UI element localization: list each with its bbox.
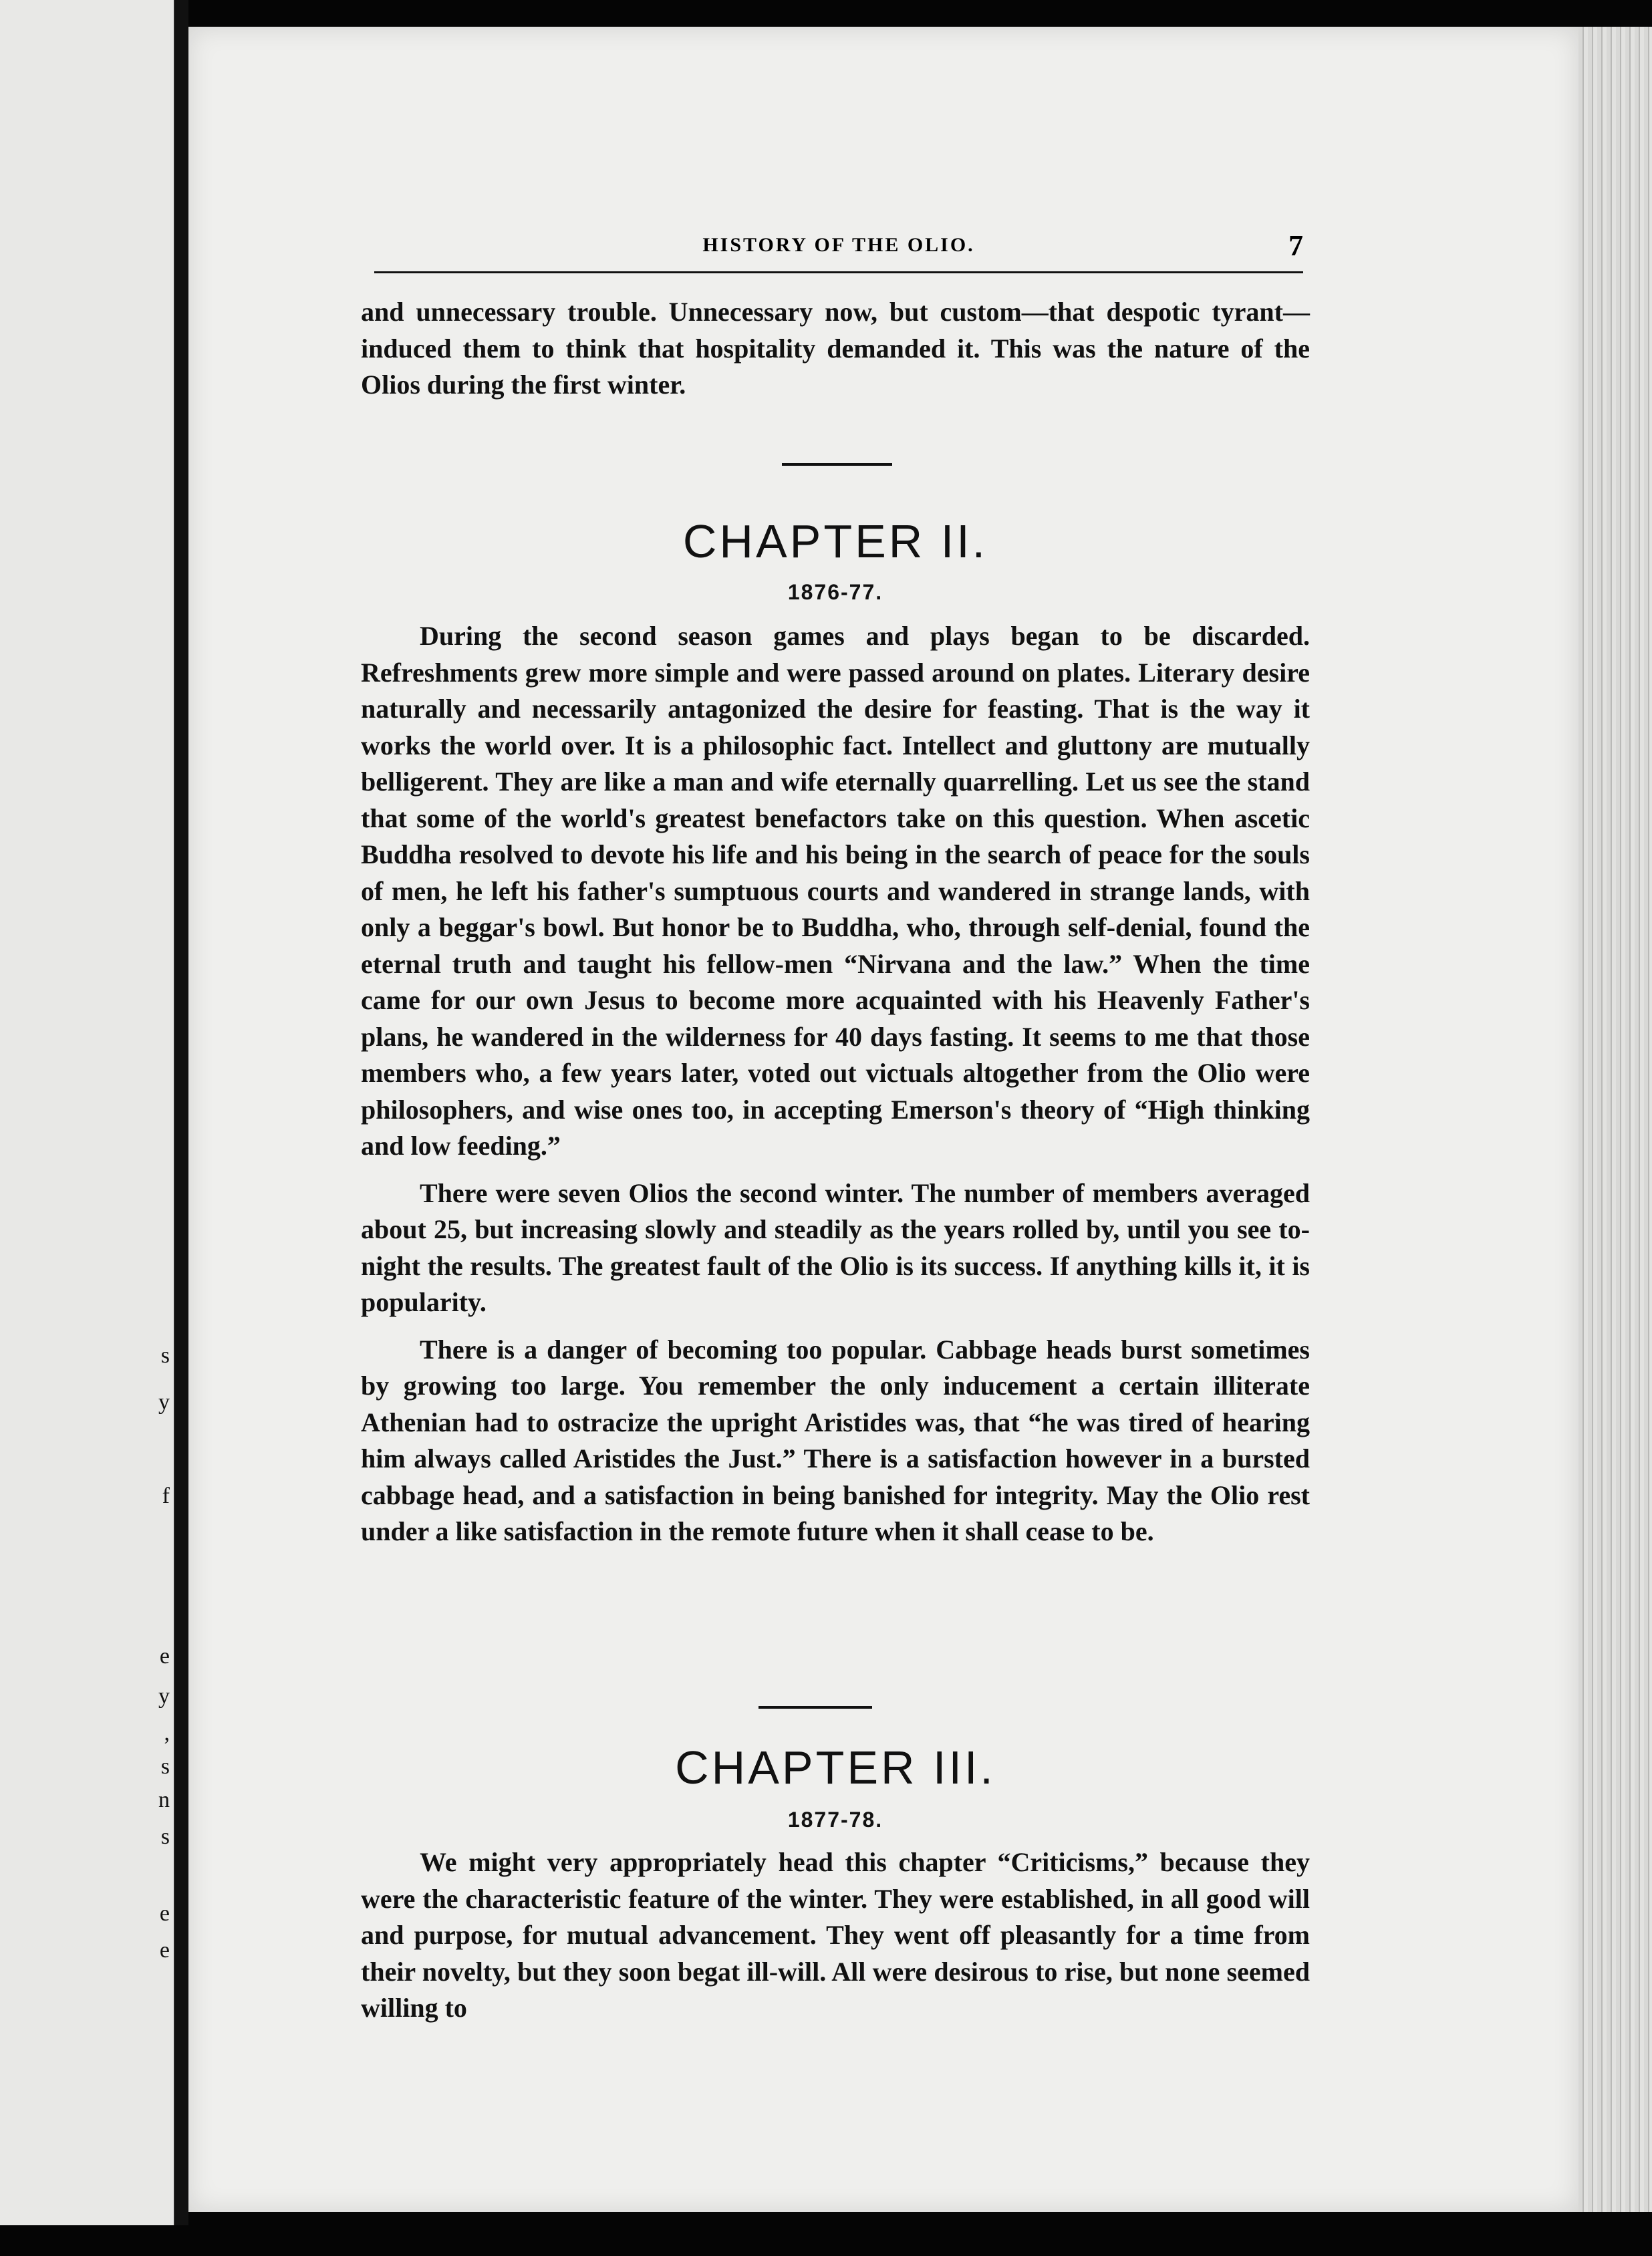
chapter-title: CHAPTER II. <box>682 515 988 567</box>
facing-page-edge <box>0 0 176 2225</box>
chapter-3-text <box>361 1844 1310 2037</box>
margin-letter: s <box>160 1824 170 1849</box>
margin-letter: e <box>159 1938 170 1963</box>
running-title: HISTORY OF THE OLIO. <box>702 234 975 256</box>
margin-letter: , <box>164 1721 170 1745</box>
margin-letter: s <box>160 1343 170 1368</box>
chapter-years: 1877-78. <box>787 1808 883 1832</box>
margin-letter: s <box>160 1754 170 1779</box>
paragraph: We might very appropriately head this chapter “Criticisms,” because they were the characteristic feature of the winter. They were established, in all good will and purpose, for mutual advancement. They went off pleasantly for a time from their novelty, but they soon begat ill-will. All were desirous to rise, but none seemed willing to <box>361 1847 1310 2023</box>
paragraph: There were seven Olios the second winter. The number of members averaged about 25, but increasing slowly and steadily as the years rolled by, until you see to-night the results. The greatest fault of the Olio is its success. If anything kills it, it is popularity. <box>361 1177 1310 1317</box>
section-divider <box>759 1706 872 1709</box>
margin-letter: y <box>158 1390 170 1415</box>
section-divider <box>782 463 892 466</box>
page-stack-edges <box>1578 27 1652 2212</box>
opening-text-block <box>361 294 1310 414</box>
margin-letter: n <box>158 1788 170 1812</box>
running-head <box>374 229 1303 273</box>
chapter-years: 1876-77. <box>787 580 883 604</box>
paragraph: and unnecessary trouble. Unnecessary now, but custom—that despotic tyrant—induced them to think that hospitality demanded it. This was the nature of the Olios during the first winter. <box>361 297 1310 400</box>
book-gutter <box>175 0 188 2225</box>
paragraph: There is a danger of becoming too popular. Cabbage heads burst sometimes by growing too large. You remember the only inducement a certain illiterate Athenian had to ostracize the upright Aristides was, that “he was tired of hearing him always called Aristides the Just.” There is a satisfaction however in a bursted cabbage head, and a satisfaction in being banished for integrity. May the Olio rest under a like satisfaction in the remote future when it shall cease to be. <box>361 1334 1310 1546</box>
margin-letter: e <box>159 1644 170 1669</box>
facing-page-letters <box>0 0 174 2225</box>
page-number: 7 <box>1288 229 1303 262</box>
margin-letter: y <box>158 1684 170 1709</box>
chapter-title: CHAPTER III. <box>675 1741 996 1794</box>
paragraph: During the second season games and plays began to be discarded. Refreshments grew more simple and were passed around on plates. Literary desire naturally and necessarily antagonized the desire for feasting. That is the way it works the world over. It is a philosophic fact. Intellect and gluttony are mutually belligerent. They are like a man and wife eternally quarrelling. Let us see the stand that some of the world's greatest benefactors take on this question. When ascetic Buddha resolved to devote his life and his being in the search of peace for the souls of men, he left his father's sumptuous courts and wandered in strange lands, with only a beggar's bowl. But honor be to Buddha, who, through self-denial, found the eternal truth and taught his fellow-men “Nirvana and the law.” When the time came for our own Jesus to become more acquainted with his Heavenly Father's plans, he wandered in the wilderness for 40 days fasting. It seems to me that those members who, a few years later, voted out victuals altogether from the Olio were philosophers, and wise ones too, in accepting Emerson's theory of “High thinking and low feeding.” <box>361 621 1310 1161</box>
margin-letter: e <box>159 1901 170 1926</box>
margin-letter: f <box>162 1484 170 1508</box>
chapter-2-text <box>361 618 1310 1561</box>
